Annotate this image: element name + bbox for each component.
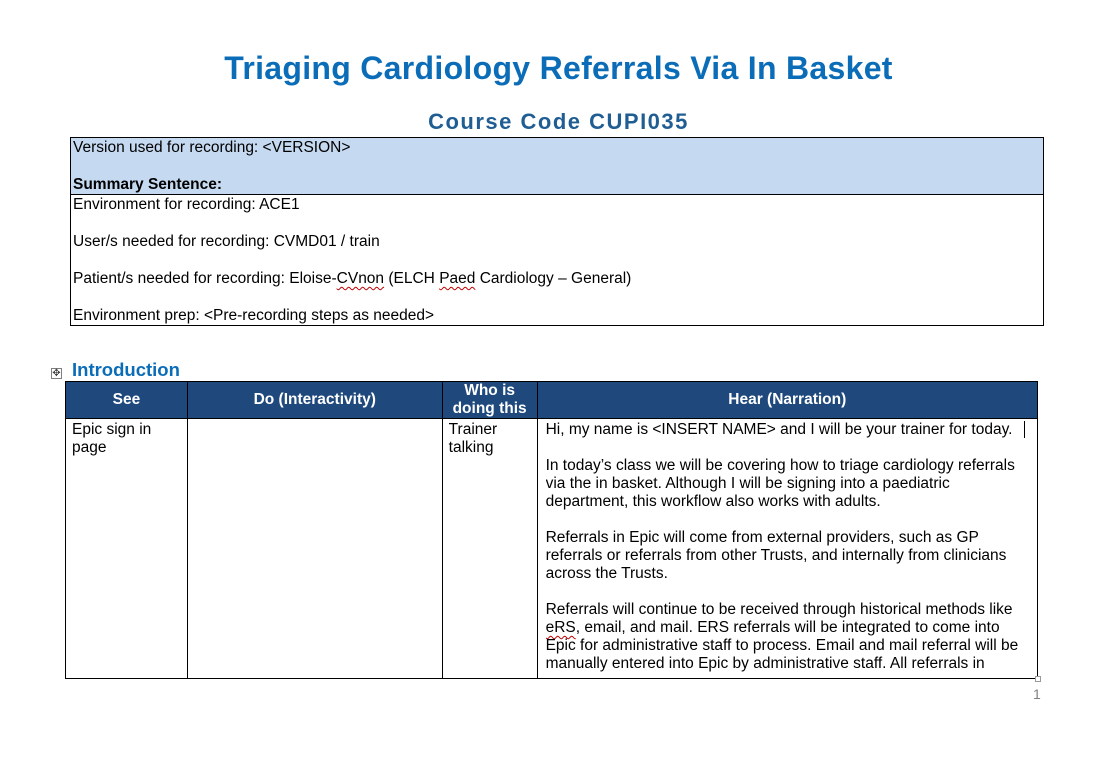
table-row [66,419,1038,679]
patients-prefix: Patient/s needed for recording: Eloise- [73,270,337,287]
narration-paragraph: Hi, my name is <INSERT NAME> and I will be your trainer for today. [546,421,1029,439]
introduction-table [65,381,1038,679]
column-header-do: Do (Interactivity) [187,382,442,419]
narration-paragraph: Referrals in Epic will come from external providers, such as GP referrals or referrals from other Trusts, and internally from clinicians across the Trusts. [545,529,1007,582]
environment-prep-line: Environment prep: <Pre-recording steps as needed> [73,307,435,324]
document-title: Triaging Cardiology Referrals Via In Basket [224,50,893,86]
cell-hear[interactable] [537,419,1037,679]
column-header-see: See [66,382,188,419]
cell-do[interactable] [187,419,442,679]
summary-header-cell[interactable] [71,138,1044,195]
environment-line: Environment for recording: ACE1 [73,196,300,213]
paed-misspelled: Paed [439,270,476,287]
summary-body-cell[interactable] [71,195,1044,326]
patient-name-misspelled: CVnon [336,270,385,287]
introduction-heading: Introduction [72,359,180,380]
narration-paragraph: In today’s class we will be covering how to triage cardiology referrals via the in basket. Although I will be signing into a paediatric department, this workflow also works with adults. [545,457,1015,510]
table-header-row [66,382,1038,419]
patients-mid: (ELCH [384,270,440,287]
column-header-who: Who is doing this [442,382,537,419]
page-number: 1 [1033,686,1041,702]
narration-paragraph: Referrals will continue to be received through historical methods like eRS, email, and mail. ERS referrals will be integrated to come into Epic for administrative staff to process. Email and mail referral will be manually entered into Epic by administrative staff. All referrals in [545,601,1019,672]
column-header-hear: Hear (Narration) [537,382,1037,419]
summary-sentence-label: Summary Sentence: [73,176,223,193]
patients-line [73,269,1041,288]
summary-table [70,137,1044,326]
ers-misspelled: eRS [545,619,576,636]
cell-see[interactable]: Epic sign in page [66,419,188,679]
version-line: Version used for recording: <VERSION> [73,139,351,156]
users-line: User/s needed for recording: CVMD01 / train [73,233,380,250]
table-move-handle-icon[interactable]: ✥ [52,368,61,379]
cell-who[interactable]: Trainer talking [442,419,537,679]
course-code: Course Code CUPI035 [428,109,689,134]
table-resize-handle[interactable] [1035,676,1041,682]
text-cursor [1024,421,1025,438]
patients-suffix: Cardiology – General) [475,270,632,287]
